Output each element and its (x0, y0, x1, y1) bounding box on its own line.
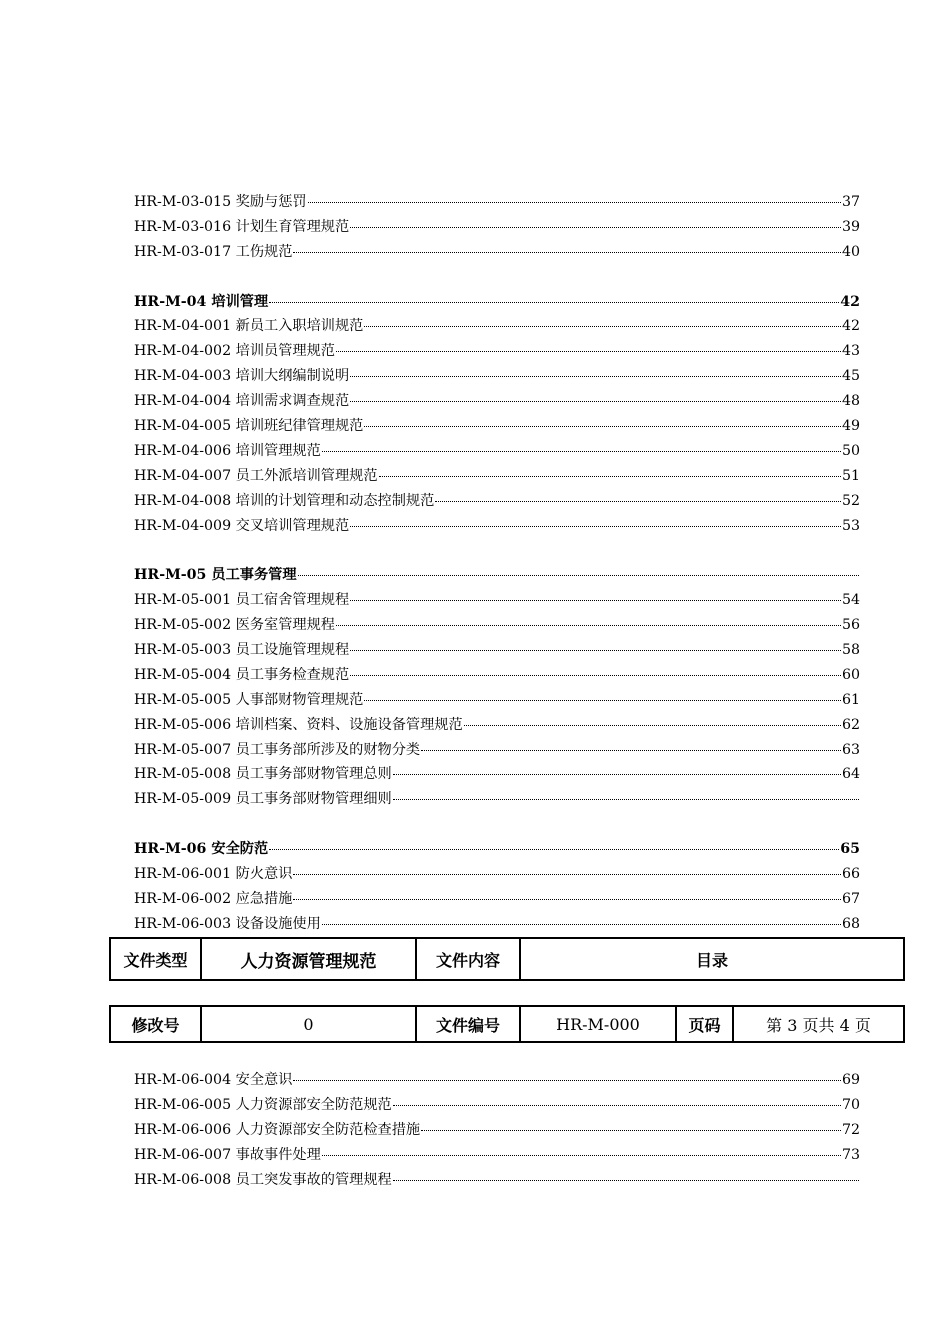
toc-entry-page: 45 (841, 368, 860, 385)
toc-entry[interactable] (134, 240, 860, 265)
revision-label: 修改号 (110, 1006, 201, 1042)
toc-entry[interactable] (134, 787, 860, 812)
toc-entry-title: 人力资源部安全防范检查措施 (235, 1121, 421, 1138)
toc-entry[interactable] (134, 364, 860, 389)
toc-entry-page: 52 (841, 492, 860, 509)
toc-entry-code: HR-M-05-007 (134, 741, 232, 758)
toc-leader-dots (421, 749, 841, 751)
toc-entry-page: 37 (841, 194, 860, 210)
toc-entry-code: HR-M-05-003 (134, 642, 232, 659)
toc-entry[interactable] (134, 215, 860, 240)
toc-entry[interactable] (134, 314, 860, 339)
toc-leader-dots (322, 450, 841, 452)
toc-entry[interactable] (134, 414, 860, 439)
toc-entry[interactable] (134, 1093, 860, 1118)
toc-entry-code: HR-M-06-003 (134, 915, 232, 932)
file-type-label: 文件类型 (110, 938, 201, 980)
toc-entry-title: 医务室管理规程 (235, 617, 335, 634)
toc-entry-page: 54 (841, 592, 860, 609)
toc-entry-page: 39 (841, 218, 860, 235)
toc-leader-dots (293, 873, 841, 875)
toc-entry[interactable] (134, 190, 860, 215)
page-number-label: 页码 (676, 1006, 733, 1042)
toc-leader-dots (421, 1129, 841, 1131)
toc-entry-title: 安全意识 (235, 1072, 293, 1088)
toc-entry-page: 51 (841, 467, 860, 484)
toc-entry-title: 培训的计划管理和动态控制规范 (235, 492, 435, 509)
toc-entry-title: 员工事务检查规范 (235, 666, 350, 683)
toc-leader-dots (364, 425, 841, 427)
toc-entry-page: 73 (841, 1146, 860, 1163)
toc-entry[interactable] (134, 588, 860, 613)
toc-entry[interactable] (134, 638, 860, 663)
toc-entry-title: 培训需求调查规范 (235, 393, 350, 410)
toc-leader-dots (435, 500, 841, 502)
toc-entry-page: 60 (841, 666, 860, 683)
toc-leader-dots (350, 400, 841, 402)
toc-entry-page: 63 (841, 741, 860, 758)
toc-entry[interactable] (134, 762, 860, 787)
doc-number-label: 文件编号 (416, 1006, 520, 1042)
toc-entry-title: 计划生育管理规范 (235, 218, 350, 235)
toc-entry[interactable] (134, 613, 860, 638)
toc-entry-page: 50 (841, 442, 860, 459)
toc-entry-page: 42 (841, 318, 860, 335)
toc-entry-title: 员工事务部所涉及的财物分类 (235, 741, 421, 758)
toc-entry-title: 奖励与惩罚 (235, 194, 307, 210)
toc-entry-code: HR-M-05-004 (134, 666, 232, 683)
toc-entry-code: HR-M-06-004 (134, 1072, 232, 1088)
toc-entry-title: 培训档案、资料、设施设备管理规范 (235, 716, 463, 733)
toc-entry-title: 人事部财物管理规范 (235, 691, 364, 708)
toc-entry[interactable] (134, 1068, 860, 1093)
toc-entry-page: 68 (841, 915, 860, 932)
toc-leader-dots (350, 649, 841, 651)
toc-entry-code: HR-M-06-008 (134, 1171, 232, 1188)
toc-entry-title: 培训班纪律管理规范 (235, 418, 364, 435)
toc-entry[interactable] (134, 862, 860, 887)
toc-entry-page: 48 (841, 393, 860, 410)
toc-entry-page: 65 (840, 841, 860, 858)
toc-entry-code: HR-M-03-017 (134, 243, 232, 260)
doc-number-value: HR-M-000 (520, 1006, 676, 1042)
toc-entry-title: 员工宿舍管理规程 (235, 592, 350, 609)
file-content-value: 目录 (520, 938, 904, 980)
toc-leader-dots (269, 301, 839, 303)
toc-entry-code: HR-M-04-001 (134, 318, 232, 335)
toc-entry-code: HR-M-03-015 (134, 194, 232, 210)
toc-leader-dots (350, 525, 841, 527)
toc-entry-title: 新员工入职培训规范 (235, 318, 364, 335)
toc-entry-code: HR-M-06 (134, 841, 207, 858)
toc-entry[interactable] (134, 738, 860, 763)
toc-entry-page: 40 (841, 243, 860, 260)
document-header-table-row2 (109, 1005, 905, 1043)
toc-entry-title: 员工设施管理规程 (235, 642, 350, 659)
toc-entry-page: 70 (841, 1096, 860, 1113)
toc-entry[interactable] (134, 439, 860, 464)
toc-entry-title: 交叉培训管理规范 (235, 517, 350, 534)
toc-leader-dots (393, 1179, 859, 1181)
toc-entry-page: 72 (841, 1121, 860, 1138)
toc-entry-code: HR-M-06-006 (134, 1121, 232, 1138)
toc-entry-page: 69 (841, 1072, 860, 1088)
page-number-value: 第 3 页共 4 页 (733, 1006, 904, 1042)
toc-entry[interactable] (134, 339, 860, 364)
toc-chapter-entry[interactable] (134, 563, 860, 588)
toc-entry-page: 66 (841, 866, 860, 883)
toc-spacer (134, 812, 860, 837)
toc-entry-code: HR-M-04-007 (134, 467, 232, 484)
file-content-label: 文件内容 (416, 938, 520, 980)
toc-entry-title: 员工事务部财物管理细则 (235, 791, 392, 808)
toc-entry-page: 42 (840, 293, 860, 310)
toc-leader-dots (364, 325, 841, 327)
toc-section-top (134, 190, 860, 937)
toc-entry-code: HR-M-05-008 (134, 766, 232, 783)
toc-entry-title: 安全防范 (211, 841, 269, 858)
toc-leader-dots (350, 226, 841, 228)
toc-entry-code: HR-M-04-009 (134, 517, 232, 534)
toc-entry-title: 培训大纲编制说明 (235, 368, 350, 385)
toc-chapter-entry[interactable] (134, 837, 860, 862)
toc-entry-page: 43 (841, 343, 860, 360)
toc-entry[interactable] (134, 688, 860, 713)
toc-entry-code: HR-M-04-005 (134, 418, 232, 435)
toc-entry-code: HR-M-05 (134, 567, 207, 584)
toc-entry-title: 员工外派培训管理规范 (235, 467, 378, 484)
toc-entry-code: HR-M-06-001 (134, 866, 232, 883)
toc-entry[interactable] (134, 489, 860, 514)
toc-entry-code: HR-M-04-004 (134, 393, 232, 410)
toc-entry-code: HR-M-06-005 (134, 1096, 232, 1113)
toc-leader-dots (293, 1079, 841, 1081)
toc-entry[interactable] (134, 464, 860, 489)
toc-entry-code: HR-M-05-005 (134, 691, 232, 708)
toc-leader-dots (350, 674, 841, 676)
toc-entry-code: HR-M-04-006 (134, 442, 232, 459)
toc-leader-dots (350, 375, 841, 377)
document-header-table-row1 (109, 937, 905, 981)
toc-leader-dots (322, 1154, 841, 1156)
toc-entry-code: HR-M-06-002 (134, 890, 232, 907)
toc-entry[interactable] (134, 912, 860, 937)
toc-entry-code: HR-M-04-002 (134, 343, 232, 360)
toc-entry-page: 56 (841, 617, 860, 634)
toc-entry-title: 员工突发事故的管理规程 (235, 1171, 392, 1188)
toc-entry[interactable] (134, 1118, 860, 1143)
toc-entry-title: 员工事务管理 (211, 567, 297, 584)
toc-leader-dots (269, 848, 839, 850)
toc-entry-title: 应急措施 (235, 890, 293, 907)
toc-entry-title: 员工事务部财物管理总则 (235, 766, 392, 783)
toc-entry-page: 49 (841, 418, 860, 435)
toc-entry-code: HR-M-04-008 (134, 492, 232, 509)
toc-entry-title: 防火意识 (235, 866, 293, 883)
toc-leader-dots (322, 923, 841, 925)
toc-entry-title: 培训管理 (211, 293, 269, 310)
toc-leader-dots (308, 201, 841, 203)
toc-entry-code: HR-M-05-002 (134, 617, 232, 634)
toc-entry[interactable] (134, 663, 860, 688)
toc-spacer (134, 265, 860, 290)
toc-chapter-entry[interactable] (134, 290, 860, 315)
toc-entry-code: HR-M-06-007 (134, 1146, 232, 1163)
toc-leader-dots (336, 624, 841, 626)
revision-value: 0 (201, 1006, 416, 1042)
toc-entry-title: 工伤规范 (235, 243, 293, 260)
toc-entry-page: 53 (841, 517, 860, 534)
toc-leader-dots (350, 599, 841, 601)
toc-leader-dots (393, 773, 841, 775)
toc-entry[interactable] (134, 1168, 860, 1193)
toc-leader-dots (364, 699, 841, 701)
toc-entry[interactable] (134, 1143, 860, 1168)
toc-entry-code: HR-M-05-006 (134, 716, 232, 733)
toc-entry-code: HR-M-03-016 (134, 218, 232, 235)
toc-entry[interactable] (134, 887, 860, 912)
toc-leader-dots (293, 251, 841, 253)
file-type-value: 人力资源管理规范 (201, 938, 416, 980)
toc-leader-dots (379, 475, 841, 477)
toc-entry-page: 62 (841, 716, 860, 733)
toc-entry-title: 设备设施使用 (235, 915, 321, 932)
toc-entry-code: HR-M-04 (134, 293, 207, 310)
toc-section-bottom (134, 1068, 860, 1192)
toc-leader-dots (393, 1104, 841, 1106)
toc-entry-title: 事故事件处理 (235, 1146, 321, 1163)
toc-entry-page: 58 (841, 642, 860, 659)
toc-entry-page: 61 (841, 691, 860, 708)
toc-spacer (134, 538, 860, 563)
toc-entry[interactable] (134, 713, 860, 738)
toc-entry-title: 培训员管理规范 (235, 343, 335, 360)
toc-entry-page: 64 (841, 766, 860, 783)
toc-leader-dots (293, 898, 841, 900)
toc-leader-dots (298, 574, 859, 576)
toc-entry-page: 67 (841, 890, 860, 907)
toc-entry-title: 人力资源部安全防范规范 (235, 1096, 392, 1113)
toc-leader-dots (464, 724, 841, 726)
toc-entry[interactable] (134, 514, 860, 539)
toc-entry-title: 培训管理规范 (235, 442, 321, 459)
toc-leader-dots (336, 350, 841, 352)
toc-entry[interactable] (134, 389, 860, 414)
toc-entry-code: HR-M-04-003 (134, 368, 232, 385)
toc-entry-code: HR-M-05-009 (134, 791, 232, 808)
toc-entry-code: HR-M-05-001 (134, 592, 232, 609)
toc-leader-dots (393, 798, 859, 800)
